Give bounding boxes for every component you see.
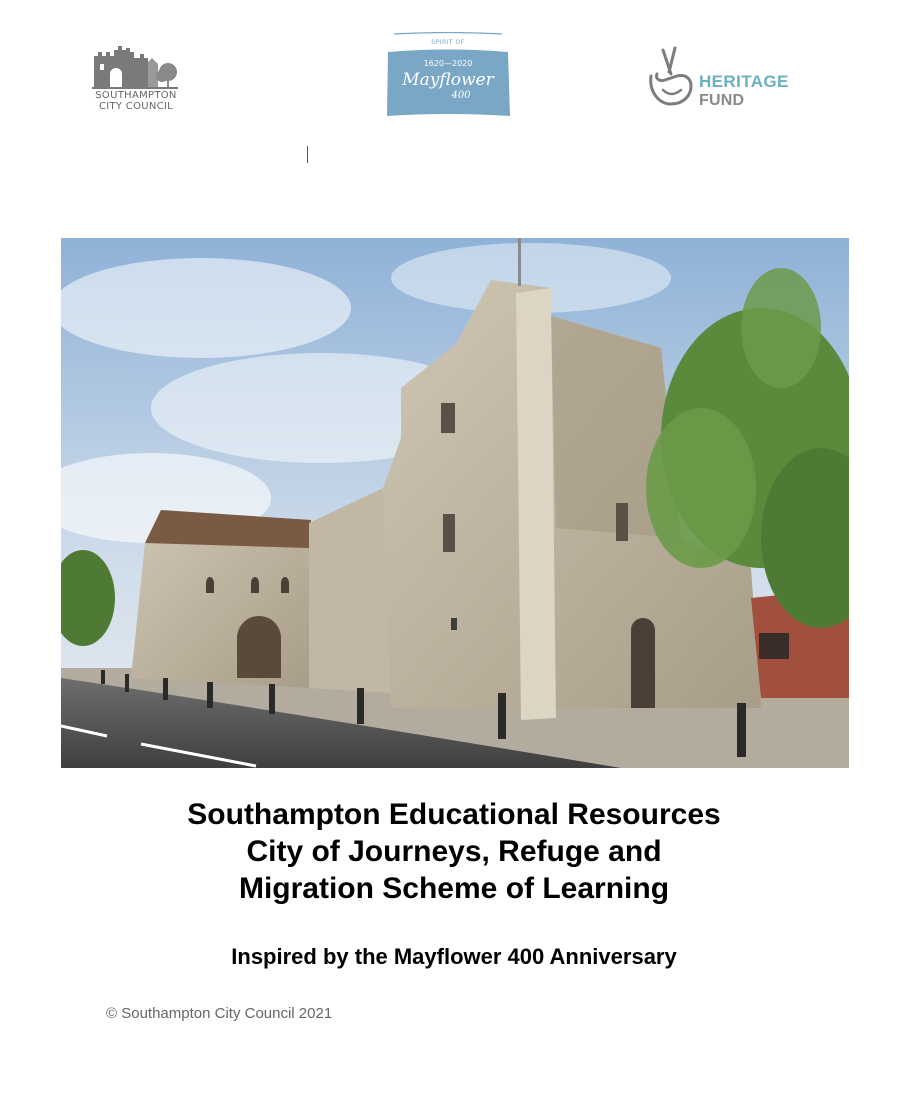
heritage-logo-line2: FUND <box>699 92 745 109</box>
title-line-2: City of Journeys, Refuge and <box>246 835 662 868</box>
title-line-1: Southampton Educational Resources <box>187 798 721 831</box>
heritage-logo-line1: HERITAGE <box>699 72 789 91</box>
council-logo-line1: SOUTHAMPTON <box>95 90 177 101</box>
mayflower-400-logo <box>384 32 512 118</box>
mayflower-number: 400 <box>451 90 471 101</box>
mayflower-spirit-label: SPIRIT OF <box>431 39 465 46</box>
title-line-3: Migration Scheme of Learning <box>238 872 670 905</box>
council-logo-text <box>88 90 184 112</box>
mayflower-years: 1620—2020 <box>423 59 473 68</box>
copyright-notice: © Southampton City Council 2021 <box>106 1005 333 1022</box>
castle-icon <box>88 42 184 90</box>
council-logo-line2: CITY COUNCIL <box>98 101 174 112</box>
cover-photo <box>61 238 849 768</box>
text-cursor <box>307 146 308 163</box>
document-title <box>0 796 908 907</box>
castle-gatehouse-photo-icon <box>61 238 849 768</box>
document-subtitle: Inspired by the Mayflower 400 Anniversary <box>231 944 677 969</box>
heritage-fund-logo <box>645 46 815 112</box>
southampton-city-council-logo <box>88 42 184 118</box>
crossed-fingers-icon <box>645 46 695 108</box>
mayflower-name: Mayflower <box>402 70 494 90</box>
